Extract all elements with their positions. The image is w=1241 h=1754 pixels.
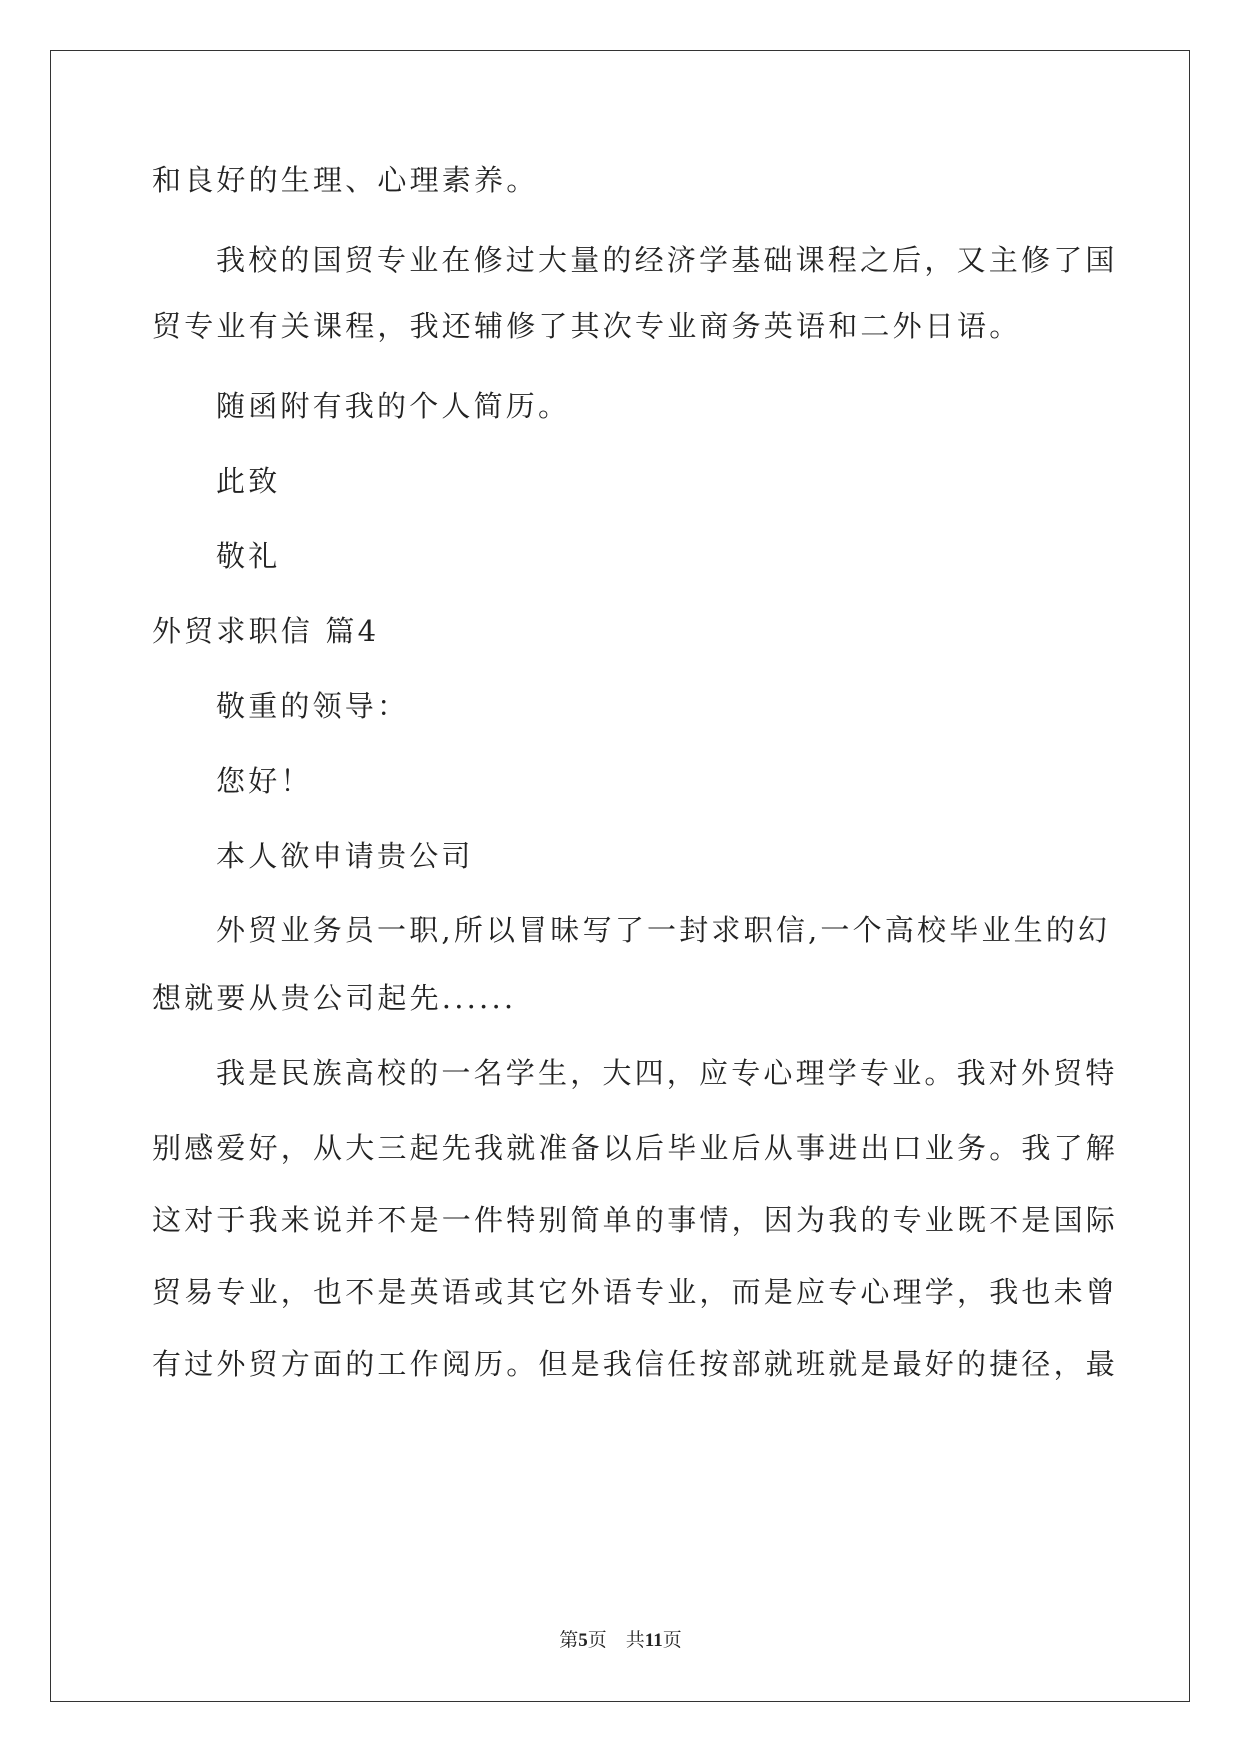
body-line: 想就要从贵公司起先...... bbox=[152, 981, 517, 1015]
paragraph-line: 本人欲申请贵公司 bbox=[216, 839, 474, 873]
closing-line: 此致 bbox=[216, 464, 281, 498]
paragraph-line: 随函附有我的个人简历。 bbox=[216, 389, 571, 423]
paragraph-line: 外贸业务员一职,所以冒昧写了一封求职信,一个高校毕业生的幻 bbox=[216, 913, 1111, 947]
page-number: 5 bbox=[578, 1630, 588, 1651]
section-heading: 外贸求职信 篇4 bbox=[152, 614, 380, 648]
body-line: 别感爱好，从大三起先我就准备以后毕业后从事进出口业务。我了解 bbox=[152, 1131, 1119, 1165]
footer-prefix: 第 bbox=[559, 1630, 579, 1651]
body-line: 这对于我来说并不是一件特别简单的事情，因为我的专业既不是国际 bbox=[152, 1203, 1119, 1237]
body-line: 贸易专业，也不是英语或其它外语专业，而是应专心理学，我也未曾 bbox=[152, 1275, 1119, 1309]
footer-suffix: 页 bbox=[662, 1630, 682, 1651]
body-line: 贸专业有关课程，我还辅修了其次专业商务英语和二外日语。 bbox=[152, 309, 1022, 343]
page-total: 11 bbox=[644, 1630, 663, 1651]
page-footer bbox=[0, 1625, 1241, 1652]
salutation-line: 敬重的领导： bbox=[216, 689, 410, 723]
greeting-line: 您好！ bbox=[216, 764, 313, 798]
paragraph-line: 我是民族高校的一名学生，大四，应专心理学专业。我对外贸特 bbox=[216, 1056, 1118, 1090]
closing-line: 敬礼 bbox=[216, 539, 281, 573]
body-line: 有过外贸方面的工作阅历。但是我信任按部就班就是最好的捷径，最 bbox=[152, 1347, 1119, 1381]
paragraph-line: 我校的国贸专业在修过大量的经济学基础课程之后，又主修了国 bbox=[216, 243, 1118, 277]
page-frame bbox=[50, 50, 1190, 1702]
body-line: 和良好的生理、心理素养。 bbox=[152, 163, 539, 197]
footer-mid: 页 共 bbox=[587, 1630, 645, 1651]
